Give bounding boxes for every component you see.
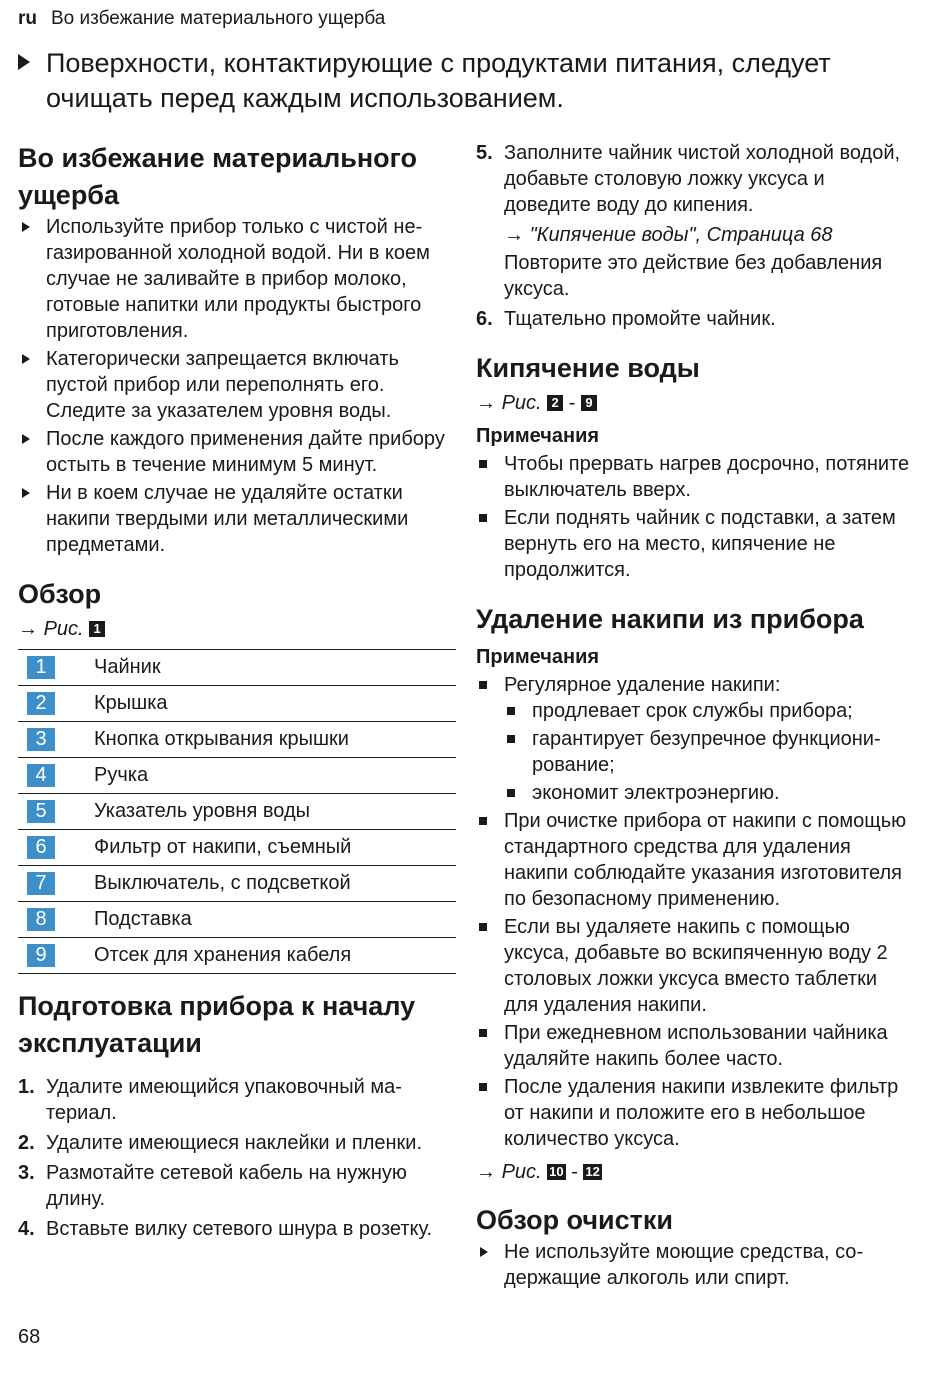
part-label: Ручка [94, 758, 456, 794]
table-row [18, 938, 456, 974]
descaling-notes [476, 672, 916, 1152]
section-cleaning [476, 1202, 916, 1291]
step-text: Заполните чайник чистой холодной водой, добавьте столовую ложку уксуса и доведите воду до кипения. [504, 142, 901, 216]
cross-reference-link[interactable]: "Кипячение воды", Страница 68 [529, 224, 833, 246]
step-item [18, 1216, 456, 1242]
section-heading: Обзор [18, 579, 102, 609]
step-text: Вставьте вилку сетевого шнура в розетку. [46, 1218, 433, 1240]
step-text: Удалите имеющийся упаковочный материал. [46, 1076, 402, 1124]
preparation-steps-continued [476, 140, 916, 218]
part-label: Фильтр от накипи, съемный [94, 830, 456, 866]
list-item [476, 672, 916, 806]
figure-number: 1 [89, 621, 105, 637]
list-item-text: Регулярное удаление накипи: [504, 674, 781, 696]
sub-list-item: продлевает срок службы прибора; [504, 698, 916, 724]
figure-number: 12 [585, 1164, 600, 1179]
table-row [18, 650, 456, 686]
sub-list-item: экономит электроэнергию. [504, 780, 916, 806]
arrow-right-icon: → [504, 224, 524, 246]
figure-reference [476, 1158, 916, 1186]
section-preparation-continued [476, 140, 916, 332]
step-text: Тщательно промойте чайник. [504, 308, 776, 330]
parts-table [18, 649, 456, 974]
step-item [18, 1160, 456, 1212]
arrow-right-icon: → [476, 392, 496, 414]
figure-range-dash: - [571, 1161, 578, 1183]
figure-ref-label: Рис. [501, 392, 542, 414]
figure-number: 9 [581, 395, 597, 411]
section-heading: Удаление накипи из прибора [476, 604, 864, 634]
part-number-badge: 6 [27, 836, 55, 859]
list-item: Не используйте моющие средства, содержащие алкоголь или спирт. [476, 1239, 916, 1291]
figure-reference [476, 389, 916, 417]
left-column [18, 140, 456, 1256]
step-number: 5. [476, 142, 493, 164]
section-boiling [476, 350, 916, 583]
part-number-badge: 1 [27, 656, 55, 679]
section-overview [18, 576, 456, 974]
list-item: При очистке прибора от накипи с помощью стандартного средства для удаления накипи соблюдайте указания изготовителя по безопасному применению. [476, 808, 916, 912]
table-row [18, 866, 456, 902]
right-column [476, 140, 916, 1305]
section-heading: Во избежание материального ущерба [18, 143, 418, 210]
notes-title: Примечания [476, 425, 600, 447]
descaling-benefits [504, 698, 916, 806]
step-note: Повторите это действие без добавления уксуса. [504, 252, 883, 300]
list-item: После удаления накипи извлеките фильтр от накипи и положите его в небольшое количество уксуса. [476, 1074, 916, 1152]
list-item: После каждого применения дайте прибору остыть в течение минимум 5 минут. [18, 426, 456, 478]
table-row [18, 758, 456, 794]
figure-ref-label: Рис. [501, 1161, 542, 1183]
part-number-badge: 3 [27, 728, 55, 751]
step-number: 1. [18, 1076, 35, 1098]
section-heading: Обзор очистки [476, 1205, 674, 1235]
step-item [18, 1074, 456, 1126]
section-preparation [18, 988, 456, 1242]
triangle-bullet-icon [18, 54, 30, 70]
table-row [18, 686, 456, 722]
part-number-badge: 2 [27, 692, 55, 715]
part-number-badge: 5 [27, 800, 55, 823]
preparation-steps [18, 1074, 456, 1242]
part-number-badge: 4 [27, 764, 55, 787]
section-heading: Кипячение воды [476, 353, 700, 383]
step-number: 3. [18, 1162, 35, 1184]
table-row [18, 722, 456, 758]
cleaning-list [476, 1239, 916, 1291]
part-label: Отсек для хранения кабеля [94, 938, 456, 974]
list-item: Если вы удаляете накипь с помощью уксуса, добавьте во вскипяченную воду 2 столовых ложки уксуса вместо таблетки для удаления накипи. [476, 914, 916, 1018]
figure-range-dash: - [568, 392, 576, 414]
part-label: Выключатель, с подсветкой [94, 866, 456, 902]
preparation-steps-end [476, 306, 916, 332]
table-row [18, 902, 456, 938]
step-text: Размотайте сетевой кабель на нужную длину. [46, 1162, 407, 1210]
page-number: 68 [18, 1326, 41, 1348]
step-number: 6. [476, 308, 493, 330]
intro-text: Поверхности, контактирующие с продуктами питания, следует очищать перед каждым использованием. [46, 48, 831, 113]
part-number-badge: 9 [27, 944, 55, 967]
part-label: Кнопка открывания крышки [94, 722, 456, 758]
notes-title: Примечания [476, 646, 600, 668]
header-title: Во избежание материального ущерба [51, 8, 386, 29]
part-label: Крышка [94, 686, 456, 722]
arrow-right-icon: → [18, 618, 38, 640]
step-item [18, 1130, 456, 1156]
step-item [476, 140, 916, 218]
section-descaling [476, 601, 916, 1186]
list-item: Категорически запрещается включать пустой прибор или переполнять его. Следите за указателем уровня воды. [18, 346, 456, 424]
figure-number: 2 [547, 395, 563, 411]
language-code: ru [18, 8, 37, 29]
arrow-right-icon: → [476, 1161, 496, 1183]
table-row [18, 794, 456, 830]
list-item: При ежедневном использовании чайника удаляйте накипь более часто. [476, 1020, 916, 1072]
step-text: Удалите имеющиеся наклейки и пленки. [46, 1132, 423, 1154]
step-number: 2. [18, 1132, 35, 1154]
figure-number: 10 [549, 1164, 564, 1179]
figure-ref-label: Рис. [43, 618, 84, 640]
part-label: Указатель уровня воды [94, 794, 456, 830]
table-row [18, 830, 456, 866]
list-item: Если поднять чайник с подставки, а затем вернуть его на место, кипячение не продолжится. [476, 505, 916, 583]
part-number-badge: 7 [27, 872, 55, 895]
boiling-notes [476, 451, 916, 583]
list-item: Ни в коем случае не удаляйте остатки накипи твердыми или металлическими предметами. [18, 480, 456, 558]
cross-reference[interactable] [476, 222, 916, 248]
part-label: Подставка [94, 902, 456, 938]
page-header [18, 6, 385, 32]
section-damage [18, 140, 456, 558]
list-item: Чтобы прервать нагрев досрочно, потяните выключатель вверх. [476, 451, 916, 503]
damage-list [18, 214, 456, 558]
part-label: Чайник [94, 650, 456, 686]
step-number: 4. [18, 1218, 35, 1240]
figure-reference [18, 615, 456, 643]
section-heading: Подготовка прибора к началу эксплуатации [18, 991, 416, 1058]
step-item [476, 306, 916, 332]
part-number-badge: 8 [27, 908, 55, 931]
intro-note [18, 46, 918, 116]
sub-list-item: гарантирует безупречное функционирование; [504, 726, 916, 778]
list-item: Используйте прибор только с чистой негазированной холодной водой. Ни в коем случае не заливайте в прибор молоко, готовые напитки или продукты быстрого приготовления. [18, 214, 456, 344]
